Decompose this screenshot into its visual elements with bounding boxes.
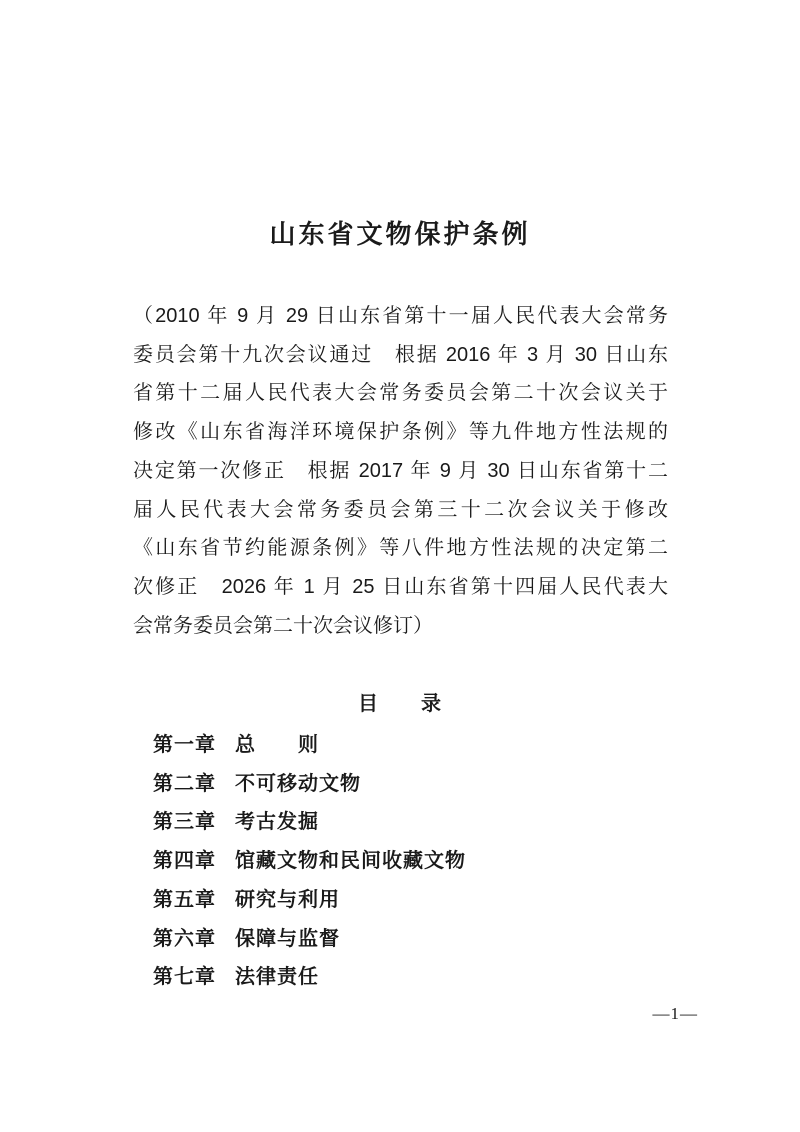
toc-chapter-title: 研究与利用 <box>235 888 340 911</box>
toc-chapter-title: 考古发掘 <box>235 811 319 834</box>
preamble-line: 省第十二届人民代表大会常务委员会第二十次会议关于 <box>133 382 668 405</box>
preamble-line: 决定第一次修正 根据 2017 年 9 月 30 日山东省第十二 <box>133 459 668 482</box>
toc-chapter-label: 第五章 <box>153 888 216 911</box>
preamble-line: （2010 年 9 月 29 日山东省第十一届人民代表大会常务 <box>133 305 668 327</box>
toc-chapter-title: 法律责任 <box>235 966 319 989</box>
toc-chapter-label: 第一章 <box>153 734 216 756</box>
preamble-line: 《山东省节约能源条例》等八件地方性法规的决定第二 <box>133 537 668 560</box>
toc-item <box>153 726 466 765</box>
toc-chapter-label: 第六章 <box>153 927 216 950</box>
toc-item <box>153 920 466 959</box>
toc-item <box>153 881 466 920</box>
toc-item <box>153 765 466 804</box>
toc-chapter-label: 第二章 <box>153 772 216 795</box>
toc-heading: 目 录 <box>358 693 442 715</box>
toc-item <box>153 842 466 881</box>
preamble-line: 次修正 2026 年 1 月 25 日山东省第十四届人民代表大 <box>133 575 668 598</box>
table-of-contents <box>153 726 466 997</box>
preamble-line: 会常务委员会第二十次会议修订） <box>133 614 433 637</box>
preamble-line: 委员会第十九次会议通过 根据 2016 年 3 月 30 日山东 <box>133 343 668 366</box>
preamble-line: 修改《山东省海洋环境保护条例》等九件地方性法规的 <box>133 421 668 444</box>
page-number: —1— <box>652 1004 698 1023</box>
toc-chapter-title: 总 则 <box>235 734 319 756</box>
toc-chapter-label: 第三章 <box>153 811 216 834</box>
document-title: 山东省文物保护条例 <box>269 219 531 249</box>
toc-chapter-label: 第四章 <box>153 850 216 873</box>
toc-item <box>153 803 466 842</box>
toc-item <box>153 958 466 997</box>
toc-chapter-title: 馆藏文物和民间收藏文物 <box>235 850 466 873</box>
preamble-line: 届人民代表大会常务委员会第三十二次会议关于修改 <box>133 498 668 521</box>
preamble-paragraph <box>133 297 668 645</box>
toc-chapter-label: 第七章 <box>153 966 216 989</box>
toc-chapter-title: 保障与监督 <box>235 927 340 950</box>
toc-chapter-title: 不可移动文物 <box>235 772 361 795</box>
